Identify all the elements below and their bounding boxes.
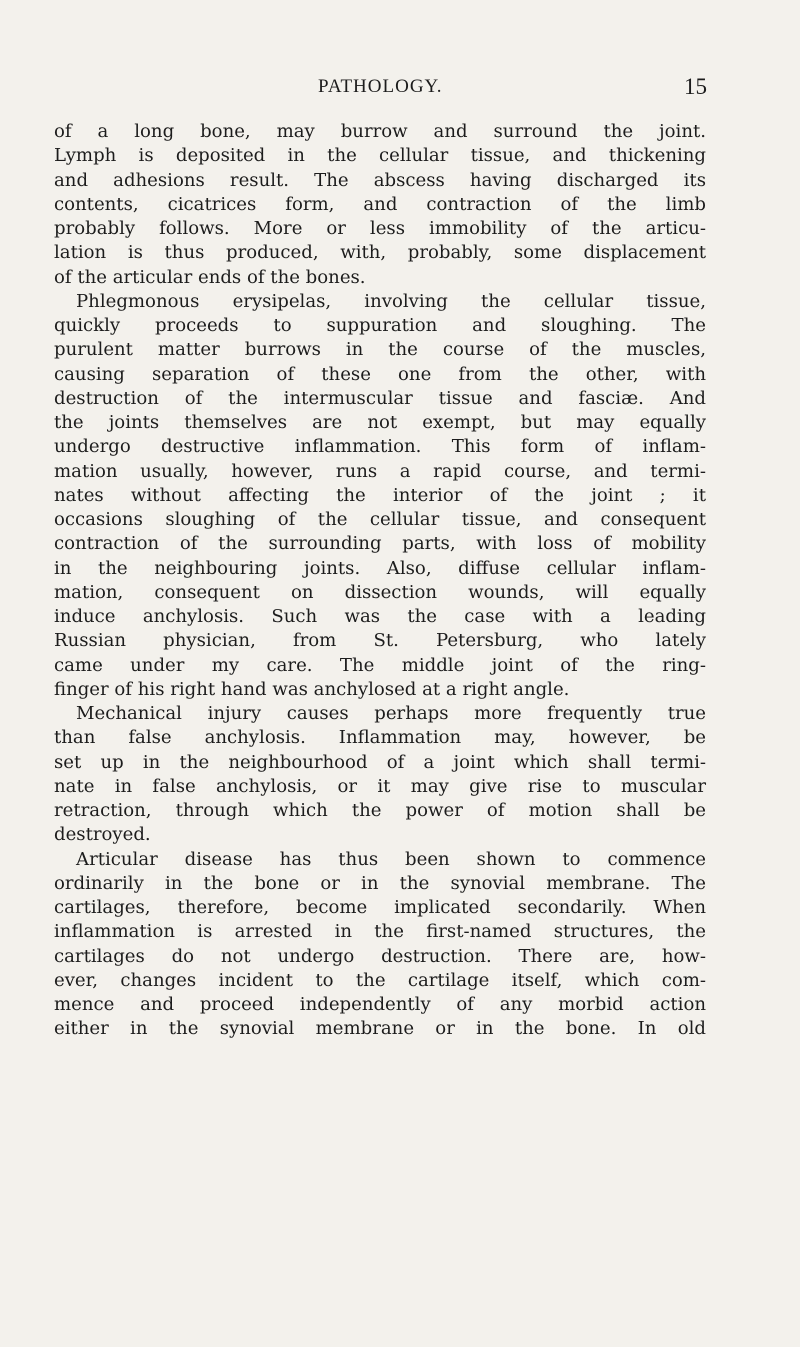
text-line: in the neighbouring joints. Also, diffuse cellular inflam- [54, 557, 706, 579]
text-line: lation is thus produced, with, probably, some displacement [54, 242, 706, 264]
text-line: inflammation is arrested in the first-named structures, the [54, 921, 706, 943]
text-line: Articular disease has thus been shown to commence [76, 848, 706, 870]
text-line: than false anchylosis. Inflammation may, however, be [54, 727, 706, 749]
text-line: set up in the neighbourhood of a joint which shall termi- [54, 751, 706, 773]
text-line: and adhesions result. The abscess having discharged its [54, 169, 706, 191]
text-line: Mechanical injury causes perhaps more frequently true [76, 703, 706, 724]
text-line: came under my care. The middle joint of the ring- [54, 654, 706, 676]
text-line: retraction, through which the power of motion shall be [54, 800, 706, 821]
text-line: nate in false anchylosis, or it may give rise to muscular [54, 775, 706, 797]
text-line: finger of his right hand was anchylosed at a right angle. [54, 678, 570, 700]
text-line: undergo destructive inflammation. This form of inflam- [54, 436, 706, 458]
text-line: occasions sloughing of the cellular tissue, and consequent [54, 509, 706, 530]
body-text [54, 120, 706, 1042]
text-line: causing separation of these one from the other, with [54, 363, 706, 385]
text-line: ordinarily in the bone or in the synovial membrane. The [54, 872, 706, 894]
text-line: Lymph is deposited in the cellular tissue, and thickening [54, 145, 706, 167]
page-number: 15 [684, 74, 707, 99]
text-line: induce anchylosis. Such was the case with a leading [54, 606, 706, 627]
text-line: Russian physician, from St. Petersburg, who lately [54, 630, 706, 652]
text-line: contents, cicatrices form, and contraction of the limb [54, 193, 706, 215]
text-line: purulent matter burrows in the course of the muscles, [54, 339, 706, 361]
text-line: nates without affecting the interior of the joint ; it [54, 484, 706, 506]
text-line: of the articular ends of the bones. [54, 266, 366, 288]
text-line: contraction of the surrounding parts, with loss of mobility [54, 533, 706, 555]
text-line: destroyed. [54, 824, 151, 846]
text-line: destruction of the intermuscular tissue and fasciæ. And [54, 387, 706, 409]
text-line: ever, changes incident to the cartilage itself, which com- [54, 969, 706, 991]
text-line: mation, consequent on dissection wounds, will equally [54, 581, 706, 603]
text-line: cartilages, therefore, become implicated secondarily. When [54, 897, 706, 918]
text-line: cartilages do not undergo destruction. There are, how- [54, 945, 706, 967]
text-line: mation usually, however, runs a rapid course, and termi- [54, 460, 706, 482]
text-line: Phlegmonous erysipelas, involving the cellular tissue, [76, 290, 706, 312]
text-line: quickly proceeds to suppuration and sloughing. The [54, 315, 706, 336]
text-line: either in the synovial membrane or in the bone. In old [54, 1018, 706, 1040]
running-head: PATHOLOGY. [318, 76, 443, 97]
text-line: mence and proceed independently of any morbid action [54, 994, 706, 1015]
text-line: probably follows. More or less immobility of the articu- [54, 218, 706, 239]
text-line: of a long bone, may burrow and surround the joint. [54, 121, 706, 142]
text-line: the joints themselves are not exempt, but may equally [54, 412, 706, 433]
